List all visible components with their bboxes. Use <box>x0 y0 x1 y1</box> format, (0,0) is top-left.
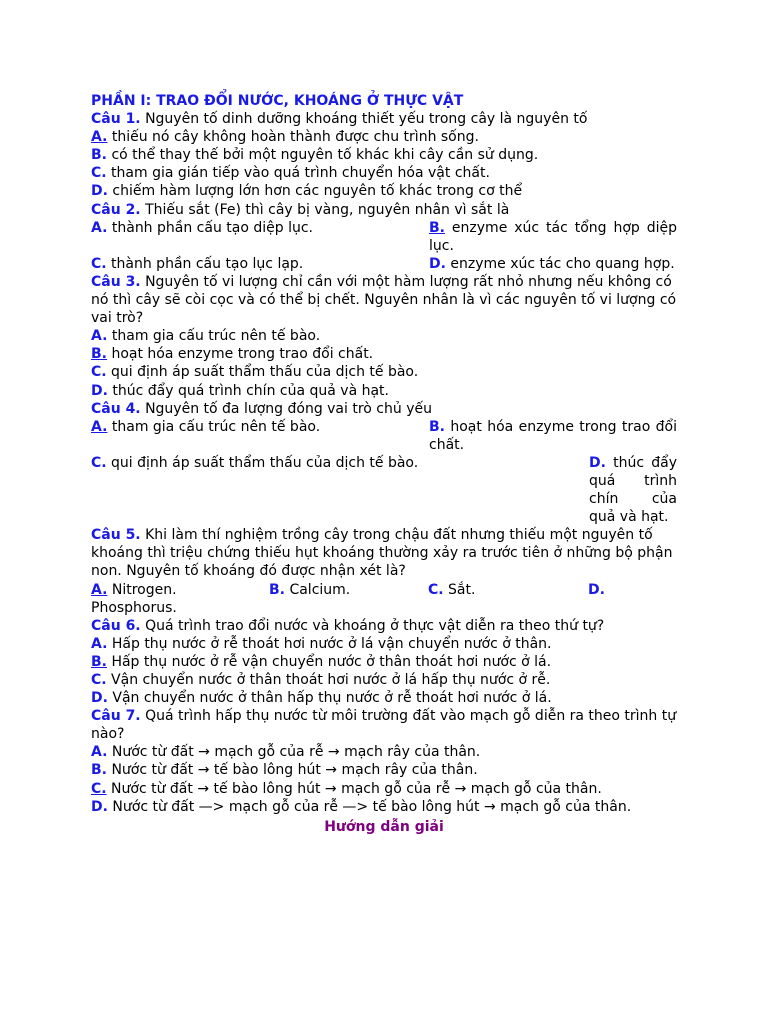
question-text: Nguyên tố đa lượng đóng vai trò chủ yếu <box>140 400 432 417</box>
question-label: Câu 6. <box>91 617 141 634</box>
option-text: thúc đẩy quá trình chín của quả và hạt. <box>107 382 389 399</box>
question-label: Câu 7. <box>91 708 141 725</box>
q1-option-c <box>91 164 677 182</box>
option-label: B. <box>269 581 285 598</box>
option-label: A. <box>91 744 108 761</box>
option-text: tham gia cấu trúc nên tế bào. <box>107 418 321 435</box>
option-text: Sắt. <box>443 581 476 598</box>
option-label: C. <box>91 255 107 272</box>
q7-option-c <box>91 780 677 798</box>
q6-option-c <box>91 671 677 689</box>
option-text: thành phần cấu tạo diệp lục. <box>107 219 313 236</box>
q1-option-b <box>91 146 677 164</box>
q2-option-b <box>429 219 677 255</box>
q2-options-cd <box>91 255 677 273</box>
question-4 <box>91 400 677 418</box>
q4-options-cd <box>91 454 677 526</box>
option-text: thành phần cấu tạo lục lạp. <box>106 255 304 272</box>
option-label: C. <box>91 165 107 182</box>
option-label: D. <box>588 581 605 598</box>
option-label: B. <box>429 219 445 236</box>
option-text: thiếu nó cây không hoàn thành được chu trình sống. <box>107 129 479 146</box>
option-label: A. <box>91 581 108 598</box>
option-label: B. <box>91 762 107 779</box>
option-text: Nitrogen. <box>107 581 177 598</box>
q2-option-c <box>91 255 429 273</box>
solution-heading: Hướng dẫn giải <box>324 818 444 835</box>
q6-option-d <box>91 689 677 707</box>
question-label: Câu 3. <box>91 273 141 290</box>
question-2 <box>91 201 677 219</box>
option-label: C. <box>91 780 107 797</box>
option-text: enzyme xúc tác cho quang hợp. <box>445 255 675 272</box>
option-text: tham gia cấu trúc nên tế bào. <box>107 328 321 345</box>
option-label: D. <box>429 255 446 272</box>
option-text: Vận chuyển nước ở thân thoát hơi nước ở lá hấp thụ nước ở rễ. <box>106 672 551 688</box>
option-label: A. <box>91 635 108 652</box>
q4-option-a <box>91 418 429 436</box>
option-label: D. <box>589 454 606 471</box>
option-text: hoạt hóa enzyme trong trao đổi chất. <box>107 346 374 363</box>
question-text: Thiếu sắt (Fe) thì cây bị vàng, nguyên nhân vì sắt là <box>140 201 510 218</box>
option-text: Hấp thụ nước ở rễ vận chuyển nước ở thân thoát hơi nước ở lá. <box>107 653 552 670</box>
q7-option-d <box>91 798 677 816</box>
option-text: có thể thay thế bởi một nguyên tố khác khi cây cần sử dụng. <box>107 147 539 164</box>
question-text: Quá trình hấp thụ nước từ môi trường đất vào mạch gỗ diễn ra theo trình tự nào? <box>91 708 677 743</box>
question-1 <box>91 110 677 128</box>
option-label: B. <box>91 653 107 670</box>
q4-option-b <box>429 418 677 454</box>
option-text: Nước từ đất → tế bào lông hút → mạch gỗ của rễ → mạch gỗ của thân. <box>106 780 602 797</box>
option-label: A. <box>91 129 108 146</box>
option-label: C. <box>91 454 107 471</box>
q4-options-ab <box>91 418 677 454</box>
q5-option-d-text: Phosphorus. <box>91 599 177 616</box>
question-label: Câu 2. <box>91 201 141 218</box>
option-label: B. <box>429 418 445 435</box>
section-title: PHẦN I: TRAO ĐỔI NƯỚC, KHOÁNG Ở THỰC VẬT <box>91 93 464 109</box>
question-6 <box>91 617 677 635</box>
q5-option-d-label <box>588 581 608 599</box>
option-label: D. <box>91 798 108 815</box>
option-label: D. <box>91 382 108 399</box>
question-text: Quá trình trao đổi nước và khoáng ở thực vật diễn ra theo thứ tự? <box>140 617 605 634</box>
question-7 <box>91 707 677 743</box>
q3-option-b <box>91 345 677 363</box>
q3-option-a <box>91 327 677 345</box>
question-text: Nguyên tố vi lượng chỉ cần với một hàm lượng rất nhỏ nhưng nếu không có nó thì cây sẽ còi cọc và có thể bị chết. Nguyên nhân là vì các nguyên tố vi lượng có vai trò? <box>91 273 677 327</box>
option-text: qui định áp suất thẩm thấu của dịch tế bào. <box>106 364 419 381</box>
q2-option-d <box>429 255 677 273</box>
option-text: tham gia gián tiếp vào quá trình chuyển hóa vật chất. <box>106 165 490 182</box>
option-text: Nước từ đất → tế bào lông hút → mạch rây của thân. <box>107 762 478 779</box>
question-text: Nguyên tố dinh dưỡng khoáng thiết yếu trong cây là nguyên tố <box>140 111 588 128</box>
q3-option-c <box>91 363 677 381</box>
option-label: C. <box>91 672 107 688</box>
q4-option-d <box>589 454 677 526</box>
q2-options-ab <box>91 219 677 255</box>
option-text: Vận chuyển nước ở thân hấp thụ nước ở rễ thoát hơi nước ở lá. <box>107 690 552 707</box>
option-label: A. <box>91 219 108 236</box>
option-text: Nước từ đất —> mạch gỗ của rễ —> tế bào lông hút → mạch gỗ của thân. <box>107 798 632 815</box>
q5-option-c <box>428 581 588 599</box>
question-3 <box>91 273 677 327</box>
q1-option-a <box>91 128 677 146</box>
q5-option-b <box>269 581 428 599</box>
option-label: B. <box>91 346 107 363</box>
option-label: D. <box>91 183 108 200</box>
question-text: Khi làm thí nghiệm trồng cây trong chậu đất nhưng thiếu một nguyên tố khoáng thì triệu chứng thiếu hụt khoáng thường xảy ra trước tiên ở những bộ phận non. Nguyên tố khoáng đó được nhận xét là? <box>91 527 673 580</box>
option-text: qui định áp suất thẩm thấu của dịch tế bào. <box>106 454 419 471</box>
option-text: Nước từ đất → mạch gỗ của rễ → mạch rây của thân. <box>107 744 481 761</box>
option-text: enzyme xúc tác tổng hợp diệp lục. <box>429 219 677 254</box>
q5-option-a <box>91 581 269 599</box>
q4-option-c <box>91 454 589 472</box>
q2-option-a <box>91 219 429 237</box>
q7-option-b <box>91 761 677 779</box>
q7-option-a <box>91 743 677 761</box>
option-label: C. <box>428 581 444 598</box>
q3-option-d <box>91 382 677 400</box>
option-label: A. <box>91 328 108 345</box>
option-text: Calcium. <box>285 581 351 598</box>
question-label: Câu 1. <box>91 111 141 128</box>
option-text: Hấp thụ nước ở rễ thoát hơi nước ở lá vận chuyển nước ở thân. <box>107 635 552 652</box>
question-label: Câu 4. <box>91 400 141 417</box>
q6-option-b <box>91 653 677 671</box>
option-text: chiếm hàm lượng lớn hơn các nguyên tố khác trong cơ thể <box>107 183 523 200</box>
option-text: thúc đẩy quá trình chín của quả và hạt. <box>589 454 677 526</box>
q5-options <box>91 581 677 599</box>
option-label: C. <box>91 364 107 381</box>
option-label: D. <box>91 690 108 707</box>
option-label: A. <box>91 418 108 435</box>
q6-option-a <box>91 635 677 653</box>
question-5 <box>91 526 677 580</box>
option-text: hoạt hóa enzyme trong trao đổi chất. <box>429 418 677 453</box>
question-label: Câu 5. <box>91 527 141 544</box>
document-body <box>91 92 677 836</box>
option-label: B. <box>91 147 107 164</box>
q1-option-d <box>91 182 677 200</box>
